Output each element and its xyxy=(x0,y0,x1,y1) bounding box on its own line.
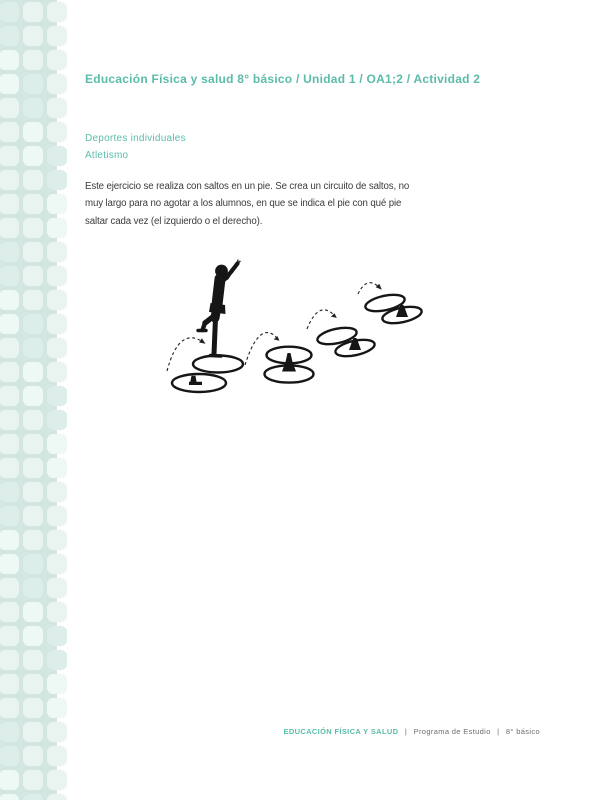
section-block xyxy=(85,131,186,164)
jump-circuit-illustration xyxy=(165,258,445,398)
footer-brand: EDUCACIÓN FÍSICA Y SALUD xyxy=(283,727,399,736)
footer-program: Programa de Estudio xyxy=(413,727,491,736)
section-category: Deportes individuales xyxy=(85,133,186,144)
sidebar-pattern xyxy=(0,0,70,800)
page-title: Educación Física y salud 8° básico / Unidad 1 / OA1;2 / Actividad 2 xyxy=(85,72,481,86)
hoop-pair-1 xyxy=(172,356,243,393)
footer-separator: | xyxy=(404,727,408,736)
foot-marker xyxy=(189,376,202,385)
activity-description-line: muy largo para no agotar a los alumnos, en que se indica el pie con qué pie xyxy=(85,198,402,210)
hoop-pair-4 xyxy=(364,292,423,326)
hoop-pair-3 xyxy=(316,325,376,359)
activity-description xyxy=(85,178,409,230)
activity-description-line: Este ejercicio se realiza con saltos en un pie. Se crea un circuito de saltos, no xyxy=(85,181,410,192)
person-silhouette xyxy=(198,260,240,356)
footer-separator: | xyxy=(497,727,500,736)
section-discipline: Atletismo xyxy=(85,149,129,161)
footer-grade: 8° básico xyxy=(505,727,540,736)
page-footer xyxy=(283,727,540,736)
activity-description-line: saltar cada vez (el izquierdo o el derecho). xyxy=(85,215,263,227)
